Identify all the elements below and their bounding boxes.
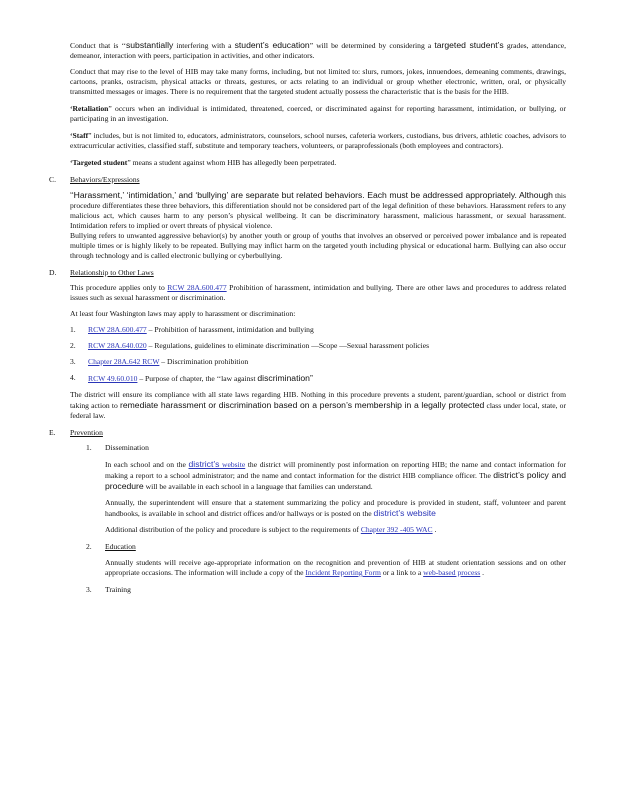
rcw-28a600477-link[interactable]: RCW 28A.600.477	[167, 283, 227, 292]
bullying-paragraph: Bullying refers to unwanted aggressive behavior(s) by another youth or group of youths that involves an observed or perceived power imbalance and is repeated multiple times or is highly likely to be repeated. Bullying may inflict harm on the targeted youth including physical or educational harm. Bullying can also occur through technology and is called electronic bullying or cyberbullying.	[70, 231, 566, 260]
list-item: 4. RCW 49.60.010 – Purpose of chapter, the ‘‘law against discrimination”	[70, 373, 313, 383]
retaliation-definition: ‘Retaliation” occurs when an individual is intimidated, threatened, coerced, or discriminated against for reporting harassment, intimidation, or bullying, or participating in an investigation.	[70, 104, 566, 123]
section-c-heading: C. Behaviors/Expressions	[49, 175, 140, 184]
compliance-paragraph: The district will ensure its compliance with all state laws regarding HIB. Nothing in this procedure prevents a student, parent/guardian, school or district from taking action to remediate harassment or discrimination based on a person’s membership in a legally protected class under local, state, or federal law.	[70, 390, 567, 420]
law-link-4[interactable]: RCW 49.60.010	[88, 374, 138, 383]
law-link-2[interactable]: RCW 28A.640.020	[88, 341, 147, 350]
education-heading: 2. Education	[86, 542, 136, 551]
web-based-process-link[interactable]: web-based process	[423, 568, 481, 577]
laws-list	[70, 325, 566, 384]
dissemination-paragraph: In each school and on the district’s website the district will prominently post information on reporting HIB; the name and contact information for making a report to a school administrator; and the name and contact information for the district HIB compliance officer. The district’s policy and procedure will be available in each school in a language that families can understand.	[105, 459, 566, 491]
law-link-1[interactable]: RCW 28A.600.477	[88, 325, 147, 334]
section-e-title: Prevention	[70, 428, 103, 437]
handbook-paragraph: Annually, the superintendent will ensure that a statement summarizing the policy and procedure is provided in student, staff, volunteer and parent handbooks, is available in school and district offices and/or hallways or is posted on the district’s website	[105, 498, 566, 518]
section-c	[49, 175, 566, 261]
conduct-paragraph: Conduct that is ‘‘substantially interfering with a student’s education” will be determined by considering a targeted student’s grades, attendance, demeanor, interaction with peers, participation in activities, and other indicators.	[70, 40, 566, 60]
law-link-3[interactable]: Chapter 28A.642 RCW	[88, 357, 160, 366]
dissemination-block	[105, 459, 566, 535]
section-c-title: Behaviors/Expressions	[70, 175, 140, 184]
section-d	[49, 268, 567, 421]
list-item: 1. RCW 28A.600.477 – Prohibition of harassment, intimidation and bullying	[70, 325, 314, 334]
section-e-heading: E. Prevention	[49, 428, 103, 437]
staff-term: ‘Staff	[70, 131, 89, 140]
section-e	[49, 428, 566, 595]
list-item: 2. RCW 28A.640.020 – Regulations, guidelines to eliminate discrimination —Scope —Sexual harassment policies	[70, 341, 430, 350]
dissemination-heading: 1. Dissemination	[86, 443, 149, 452]
section-d-heading: D. Relationship to Other Laws	[49, 268, 154, 277]
conduct-forms-paragraph: Conduct that may rise to the level of HIB may take many forms, including, but not limited to: slurs, rumors, jokes, innuendoes, demeaning comments, drawings, cartoons, pranks, ostracism, physical attacks or threats, gestures, or acts relating to an individual or group whether electronic, written, oral, or physically transmitted messages or images. There is no requirement that the targeted student actually possess the characteristic that is the basis for the HIB.	[70, 67, 566, 96]
list-item: 3. Chapter 28A.642 RCW – Discrimination prohibition	[70, 357, 249, 366]
retaliation-term: ‘Retaliation	[70, 104, 109, 113]
education-block	[105, 558, 566, 578]
relationship-paragraph: This procedure applies only to RCW 28A.600.477 Prohibition of harassment, intimidation and bullying. There are other laws and procedures to address related issues such as sexual harassment or discrimination.	[70, 283, 567, 302]
conduct-block	[70, 40, 566, 168]
targeted-student-definition: ‘Targeted student” means a student against whom HIB has allegedly been perpetrated.	[70, 158, 337, 167]
behaviors-paragraph: ‘‘Harassment,’ ‘intimidation,’ and ‘bullying’ are separate but related behaviors. Each must be addressed appropriately. Although this procedure differentiates these three behaviors, this differentiation should not be considered part of the legal definition of these behaviors. Harassment refers to any malicious act, which causes harm to any person’s physical wellbeing. It can be discriminatory harassment, malicious harassment, or sexual harassment. Intimidation refers to implied or overt threats of physical violence.	[70, 190, 566, 230]
laws-intro: At least four Washington laws may apply to harassment or discrimination:	[70, 309, 296, 318]
district-website-link-2[interactable]: district’s website	[373, 508, 436, 518]
district-website-link[interactable]: district’s website	[188, 459, 246, 469]
incident-reporting-form-link[interactable]: Incident Reporting Form	[305, 568, 381, 577]
distribution-paragraph: Additional distribution of the policy and procedure is subject to the requirements of Chapter 392 -405 WAC .	[105, 525, 437, 534]
targeted-student-term: ‘Targeted student	[70, 158, 128, 167]
section-d-title: Relationship to Other Laws	[70, 268, 154, 277]
staff-definition: ‘Staff” includes, but is not limited to, educators, administrators, counselors, school nurses, cafeteria workers, custodians, bus drivers, athletic coaches, advisors to extracurricular activities, classified staff, substitute and temporary teachers, volunteers, or paraprofessionals (both employees and contractors).	[70, 131, 566, 150]
education-paragraph: Annually students will receive age-appropriate information on the recognition and prevention of HIB at student orientation sessions and on other appropriate occasions. The information will include a copy of the Incident Reporting Form or a link to a web-based process .	[105, 558, 566, 577]
behaviors-lead: ‘‘Harassment,’ ‘intimidation,’ and ‘bullying’ are separate but related behaviors. Each must be addressed appropriately. Although	[70, 190, 553, 200]
training-heading: 3. Training	[86, 585, 131, 594]
wac-chapter-link[interactable]: Chapter 392 -405 WAC	[360, 525, 433, 534]
